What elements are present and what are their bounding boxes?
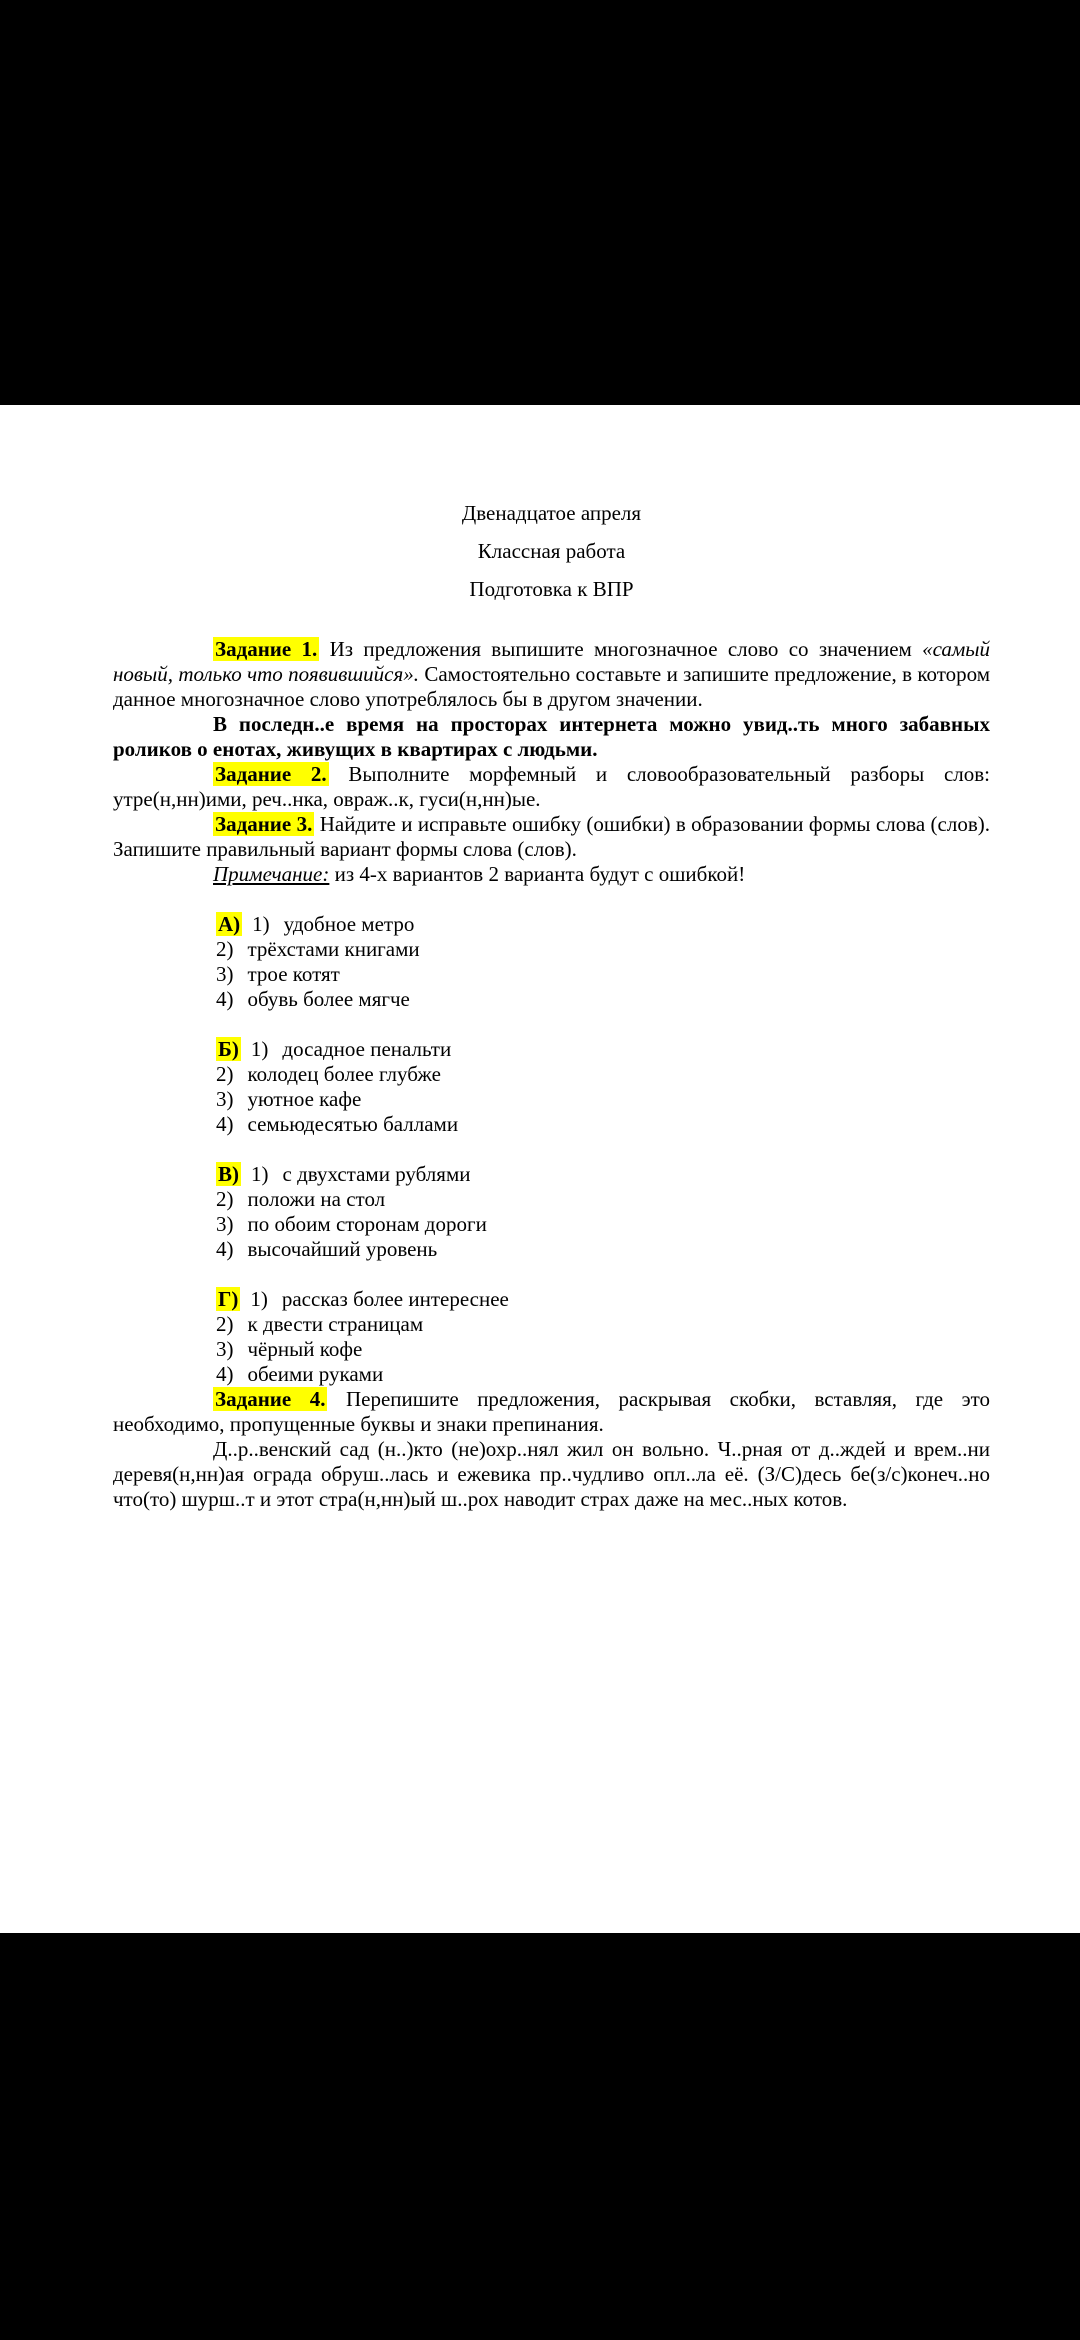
task4-text: Перепишите предложения, раскрывая скобки, вставляя, где это необходимо, пропущенные буквы и знаки препинания. [113, 1387, 991, 1436]
option-number: 3) [216, 1212, 234, 1236]
document-header [113, 501, 990, 602]
option-text: высочайший уровень [247, 1237, 438, 1261]
option-number: 1) [250, 1287, 268, 1311]
option-line [216, 1287, 990, 1312]
option-number: 3) [216, 962, 234, 986]
option-line [216, 1362, 990, 1387]
task2-paragraph [113, 762, 990, 812]
option-text: уютное кафе [247, 1087, 362, 1111]
option-number: 2) [216, 1062, 234, 1086]
task3-label: Задание 3. [215, 812, 313, 836]
letterbox-top [0, 0, 1080, 405]
option-line [216, 937, 990, 962]
option-number: 1) [252, 912, 270, 936]
task4-label: Задание 4. [215, 1387, 326, 1411]
option-line [216, 1337, 990, 1362]
task4-passage: Д..р..венский сад (н..)кто (не)охр..нял жил он вольно. Ч..рная от д..ждей и врем..ни деревя(н,нн)ая ограда обруш..лась и ежевика пр..чудливо опл..ла её. (З/С)десь бе(з/с)конеч..но что(то) шурш..т и этот стра(н,нн)ый ш..рох наводит страх даже на мес..ных котов. [113, 1437, 990, 1511]
option-number: 4) [216, 1112, 234, 1136]
option-text: положи на стол [247, 1187, 386, 1211]
task4-paragraph [113, 1387, 990, 1437]
task3-paragraph [113, 812, 990, 862]
task1-paragraph [113, 637, 990, 712]
option-number: 2) [216, 1187, 234, 1211]
option-line [216, 912, 990, 937]
note-label: Примечание: [213, 862, 330, 886]
option-line [216, 1312, 990, 1337]
option-group-g [216, 1287, 990, 1387]
group-v-label: В) [218, 1162, 239, 1186]
option-number: 4) [216, 987, 234, 1011]
option-line [216, 1037, 990, 1062]
document-page [0, 405, 1080, 1933]
option-number: 3) [216, 1087, 234, 1111]
task3-text: Найдите и исправьте ошибку (ошибки) в образовании формы слова (слов). Запишите правильный вариант формы слова (слов). [113, 812, 990, 861]
task1-text-2: Самостоятельно составьте и запишите предложение, в котором данное многозначное слово употреблялось бы в другом значении. [113, 662, 990, 711]
option-number: 1) [251, 1162, 269, 1186]
option-text: к двести страницам [247, 1312, 424, 1336]
title-classwork: Классная работа [477, 539, 626, 563]
task1-text-1: Из предложения выпишите многозначное слово со значением [329, 637, 912, 661]
letterbox-bottom [0, 1933, 1080, 2340]
option-number: 2) [216, 1312, 234, 1336]
option-text: рассказ более интереснее [281, 1287, 509, 1311]
option-number: 4) [216, 1237, 234, 1261]
option-text: семьюдесятью баллами [247, 1112, 459, 1136]
option-text: обувь более мягче [247, 987, 410, 1011]
note-text: из 4-х вариантов 2 варианта будут с ошибкой! [334, 862, 746, 886]
option-line [216, 987, 990, 1012]
option-line [216, 1112, 990, 1137]
title-vpr-prep: Подготовка к ВПР [469, 577, 634, 601]
task1-source-sentence: В последн..е время на просторах интернета можно увид..ть много забавных роликов о енотах, живущих в квартирах с людьми. [113, 712, 990, 761]
option-number: 3) [216, 1337, 234, 1361]
option-line [216, 1087, 990, 1112]
option-text: трёхстами книгами [247, 937, 420, 961]
option-number: 1) [250, 1037, 269, 1061]
group-g-label: Г) [218, 1287, 239, 1311]
option-text: удобное метро [283, 912, 415, 936]
task2-text: Выполните морфемный и словообразовательный разборы слов: утре(н,нн)ими, реч..нка, овраж..к, гуси(н,нн)ые. [113, 762, 991, 811]
option-line [216, 1237, 990, 1262]
option-text: обеими руками [247, 1362, 384, 1386]
option-number: 2) [216, 937, 234, 961]
option-line [216, 1187, 990, 1212]
option-text: с двухстами рублями [282, 1162, 471, 1186]
option-text: досадное пенальти [282, 1037, 452, 1061]
option-line [216, 1162, 990, 1187]
option-line [216, 1062, 990, 1087]
option-text: по обоим сторонам дороги [247, 1212, 487, 1236]
task2-label: Задание 2. [215, 762, 327, 786]
option-text: чёрный кофе [247, 1337, 363, 1361]
title-date: Двенадцатое апреля [461, 501, 642, 525]
option-text: трое котят [247, 962, 340, 986]
group-a-label: А) [218, 912, 241, 936]
task1-definition-italic: «самый новый, только что появившийся». [113, 637, 991, 686]
option-group-v [216, 1162, 990, 1262]
group-b-label: Б) [218, 1037, 239, 1061]
option-number: 4) [216, 1362, 234, 1386]
option-group-b [216, 1037, 990, 1137]
option-text: колодец более глубже [247, 1062, 441, 1086]
note-paragraph [113, 862, 990, 887]
option-line [216, 1212, 990, 1237]
task1-label: Задание 1. [215, 637, 318, 661]
option-group-a [216, 912, 990, 1012]
option-line [216, 962, 990, 987]
